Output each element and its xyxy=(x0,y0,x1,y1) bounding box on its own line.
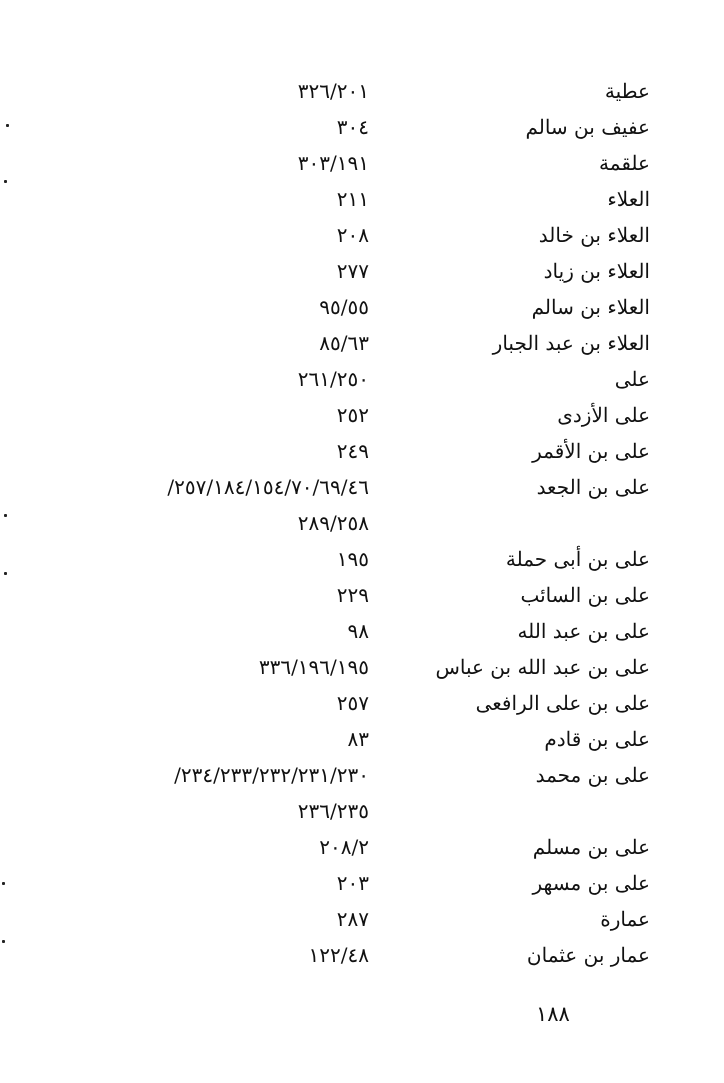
index-entry xyxy=(0,364,724,400)
index-entry xyxy=(0,580,724,616)
index-entry xyxy=(0,616,724,652)
entry-pages: ٢٠٨/٢ xyxy=(319,835,369,859)
entry-pages: ٨٥/٦٣ xyxy=(319,331,369,355)
index-entry xyxy=(0,832,724,868)
scan-speck xyxy=(4,514,7,517)
entry-pages: ٢٨٧ xyxy=(336,907,369,931)
index-entry xyxy=(0,688,724,724)
entry-name: العلاء بن سالم xyxy=(531,295,650,319)
index-entry-continuation xyxy=(0,508,724,544)
entry-name: عمارة xyxy=(600,907,650,931)
entry-name: العلاء بن زياد xyxy=(543,259,650,283)
index-entry xyxy=(0,904,724,940)
entry-pages: ٢٥٢ xyxy=(336,403,369,427)
scan-speck xyxy=(4,572,7,575)
entry-pages: ٢٣٦/٢٣٥ xyxy=(297,799,369,823)
index-entry xyxy=(0,76,724,112)
scan-speck xyxy=(2,882,5,885)
entry-pages: ٣٠٤ xyxy=(336,115,369,139)
scan-speck xyxy=(4,180,7,183)
entry-pages: ٢٢٩ xyxy=(336,583,369,607)
index-entry xyxy=(0,292,724,328)
index-entry xyxy=(0,112,724,148)
entry-pages: ٢٥٧ xyxy=(336,691,369,715)
entry-name: العلاء xyxy=(607,187,650,211)
entry-pages: ٩٥/٥٥ xyxy=(319,295,369,319)
entry-pages: ٣٢٦/٢٠١ xyxy=(297,79,369,103)
entry-pages: ٣٣٦/١٩٦/١٩٥ xyxy=(258,655,369,679)
entry-name: على بن أبى حملة xyxy=(505,547,650,571)
index-entry xyxy=(0,940,724,976)
index-entry xyxy=(0,220,724,256)
entry-name: على بن الجعد xyxy=(536,475,650,499)
entry-pages: ٢١١ xyxy=(336,187,369,211)
entry-name: على بن على الرافعى xyxy=(475,691,650,715)
index-entry xyxy=(0,184,724,220)
entry-name: على xyxy=(614,367,650,391)
entry-name: على بن السائب xyxy=(520,583,650,607)
index-entry xyxy=(0,724,724,760)
index-entry xyxy=(0,652,724,688)
entry-name: عفيف بن سالم xyxy=(525,115,650,139)
entry-name: عمار بن عثمان xyxy=(526,943,650,967)
index-entry-continuation xyxy=(0,796,724,832)
entry-name: العلاء بن خالد xyxy=(538,223,650,247)
entry-pages: ٩٨ xyxy=(347,619,369,643)
scan-speck xyxy=(2,940,5,943)
entry-name: على بن محمد xyxy=(535,763,650,787)
entry-name: على الأزدى xyxy=(557,403,650,427)
entry-pages: ٢٨٩/٢٥٨ xyxy=(297,511,369,535)
entry-pages: /٢٣٤/٢٣٣/٢٣٢/٢٣١/٢٣٠ xyxy=(174,763,369,787)
scan-speck xyxy=(6,124,9,127)
index-entry xyxy=(0,400,724,436)
entry-name: على بن عبد الله xyxy=(517,619,650,643)
index-entry xyxy=(0,868,724,904)
index-entry xyxy=(0,256,724,292)
entry-name: العلاء بن عبد الجبار xyxy=(492,331,650,355)
index-entry xyxy=(0,436,724,472)
entry-name: عطية xyxy=(604,79,650,103)
entry-name: على بن مسهر xyxy=(532,871,650,895)
index-entry xyxy=(0,328,724,364)
index-entry xyxy=(0,472,724,508)
entry-pages: ٢٧٧ xyxy=(336,259,369,283)
entry-pages: ٢٠٣ xyxy=(336,871,369,895)
entry-name: على بن الأقمر xyxy=(532,439,650,463)
entry-pages: ١٩٥ xyxy=(336,547,369,571)
index-entry xyxy=(0,760,724,796)
entry-name: على بن قادم xyxy=(544,727,650,751)
page-number: ١٨٨ xyxy=(536,1002,570,1026)
entry-pages: ٣٠٣/١٩١ xyxy=(297,151,369,175)
entry-name: على بن عبد الله بن عباس xyxy=(435,655,650,679)
index-entry xyxy=(0,148,724,184)
entry-pages: ٨٣ xyxy=(347,727,369,751)
entry-pages: ٢٠٨ xyxy=(336,223,369,247)
entry-pages: ٢٤٩ xyxy=(336,439,369,463)
entry-pages: /٢٥٧/١٨٤/١٥٤/٧٠/٦٩/٤٦ xyxy=(167,475,369,499)
entry-name: على بن مسلم xyxy=(532,835,650,859)
index-entry xyxy=(0,544,724,580)
entry-name: علقمة xyxy=(599,151,650,175)
entry-pages: ١٢٢/٤٨ xyxy=(308,943,369,967)
entry-pages: ٢٦١/٢٥٠ xyxy=(297,367,369,391)
